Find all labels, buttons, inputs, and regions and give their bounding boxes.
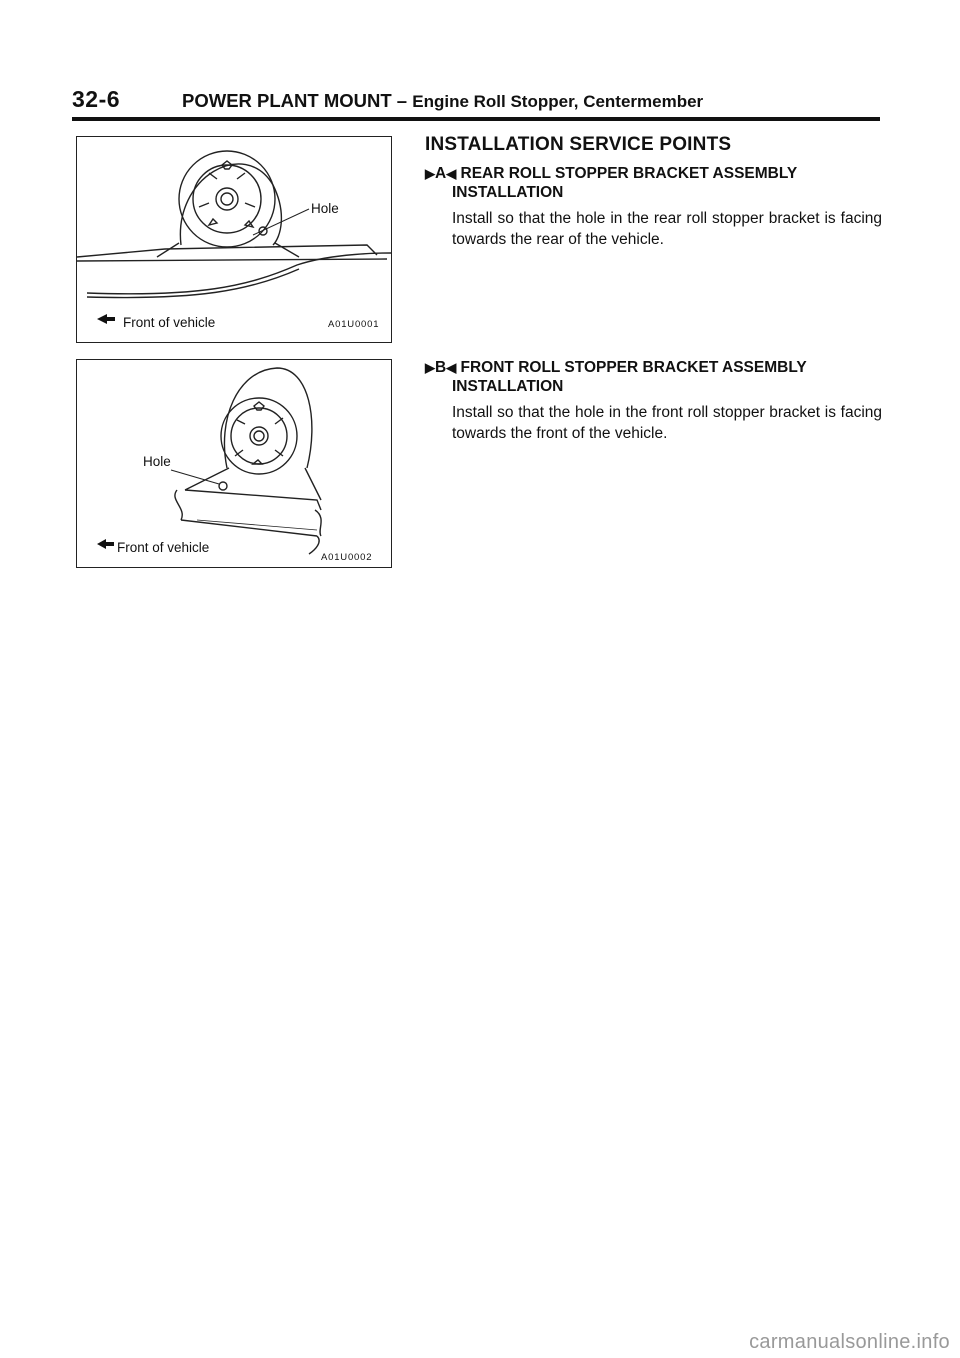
figure-code: A01U0001 <box>328 319 380 330</box>
watermark: carmanualsonline.info <box>749 1331 950 1353</box>
left-triangle-icon: ◀ <box>446 360 457 375</box>
section-title-main: POWER PLANT MOUNT <box>182 90 392 111</box>
rear-bracket-illustration <box>77 137 391 342</box>
service-point-title: FRONT ROLL STOPPER BRACKET ASSEMBLY <box>460 359 807 376</box>
figure-caption: Front of vehicle <box>117 540 210 555</box>
service-point-title: REAR ROLL STOPPER BRACKET ASSEMBLY <box>460 165 798 182</box>
service-point-marker: ▶A◀ <box>425 165 457 182</box>
hole-label: Hole <box>143 454 171 469</box>
service-point-title-line2: INSTALLATION <box>452 378 564 395</box>
section-title <box>182 90 703 112</box>
page-number: 32-6 <box>72 86 121 112</box>
content-column <box>425 134 885 442</box>
service-point-b <box>425 358 885 444</box>
service-point-title-line2: INSTALLATION <box>452 184 564 201</box>
service-point-body: Install so that the hole in the front roll stopper bracket is facing towards the front of the vehicle. <box>452 404 882 442</box>
right-triangle-icon: ▶ <box>425 166 435 181</box>
service-point-a <box>425 164 885 250</box>
content-heading: INSTALLATION SERVICE POINTS <box>425 134 732 155</box>
header-rule <box>72 117 880 121</box>
service-point-marker: ▶B◀ <box>425 359 457 376</box>
hole-label: Hole <box>311 201 339 216</box>
figure-caption: Front of vehicle <box>123 315 216 330</box>
figure-code: A01U0002 <box>321 552 373 563</box>
title-dash: – <box>396 90 408 111</box>
right-triangle-icon: ▶ <box>425 360 435 375</box>
page-header <box>72 86 880 118</box>
figure-front-bracket <box>76 359 392 568</box>
service-point-body: Install so that the hole in the rear roll stopper bracket is facing towards the rear of the vehicle. <box>452 210 882 248</box>
section-subtitle: Engine Roll Stopper, Centermember <box>412 92 704 111</box>
left-triangle-icon: ◀ <box>446 166 457 181</box>
front-bracket-illustration <box>77 360 391 567</box>
figure-rear-bracket <box>76 136 392 343</box>
